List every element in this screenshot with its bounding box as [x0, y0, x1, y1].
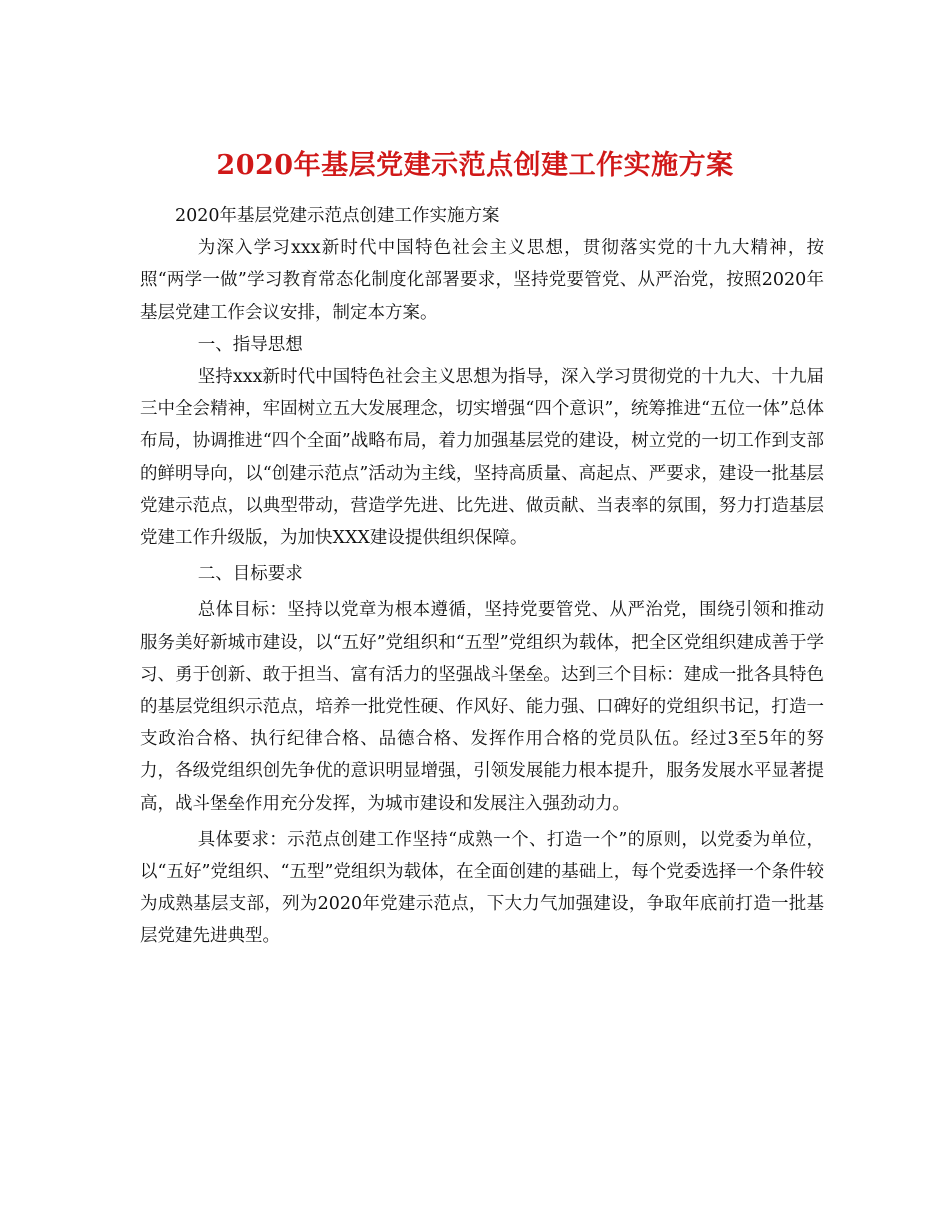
specific-requirements-paragraph: 具体要求：示范点创建工作坚持“成熟一个、打造一个”的原则，以党委为单位，以“五好”党组织、“五型”党组织为载体，在全面创建的基础上，每个党委选择一个条件较为成熟基层支部，列为2020年党建示范点，下大力气加强建设，争取年底前打造一批基层党建先进典型。: [140, 829, 824, 947]
subtitle-paragraph: 2020年基层党建示范点创建工作实施方案: [175, 206, 500, 226]
overall-goals-paragraph: 总体目标：坚持以党章为根本遵循，坚持党要管党、从严治党，围绕引领和推动服务美好新城市建设，以“五好”党组织和“五型”党组织为载体，把全区党组织建成善于学习、勇于创新、敢于担当、富有活力的坚强战斗堡垒。达到三个目标：建成一批各具特色的基层党组织示范点，培养一批党性硬、作风好、能力强、口碑好的党组织书记，打造一支政治合格、执行纪律合格、品德合格、发挥作用合格的党员队伍。经过3至5年的努力，各级党组织创先争优的意识明显增强，引领发展能力根本提升，服务发展水平显著提高，战斗堡垒作用充分发挥，为城市建设和发展注入强劲动力。: [140, 600, 824, 814]
intro-paragraph: 为深入学习xxx新时代中国特色社会主义思想，贯彻落实党的十九大精神，按照“两学一做”学习教育常态化制度化部署要求，坚持党要管党、从严治党，按照2020年基层党建工作会议安排，制定本方案。: [140, 238, 824, 323]
document-title: 2020年基层党建示范点创建工作实施方案: [216, 150, 734, 182]
document-body: [140, 200, 824, 953]
section-heading-goals: 二、目标要求: [197, 564, 303, 585]
section-heading-guiding-ideology: 一、指导思想: [197, 334, 303, 355]
guiding-ideology-paragraph: 坚持xxx新时代中国特色社会主义思想为指导，深入学习贯彻党的十九大、十九届三中全会精神，牢固树立五大发展理念，切实增强“四个意识”，统筹推进“五位一体”总体布局，协调推进“四个全面”战略布局，着力加强基层党的建设，树立党的一切工作到支部的鲜明导向，以“创建示范点”活动为主线，坚持高质量、高起点、严要求，建设一批基层党建示范点，以典型带动，营造学先进、比先进、做贡献、当表率的氛围，努力打造基层党建工作升级版，为加快XXX建设提供组织保障。: [140, 367, 824, 549]
